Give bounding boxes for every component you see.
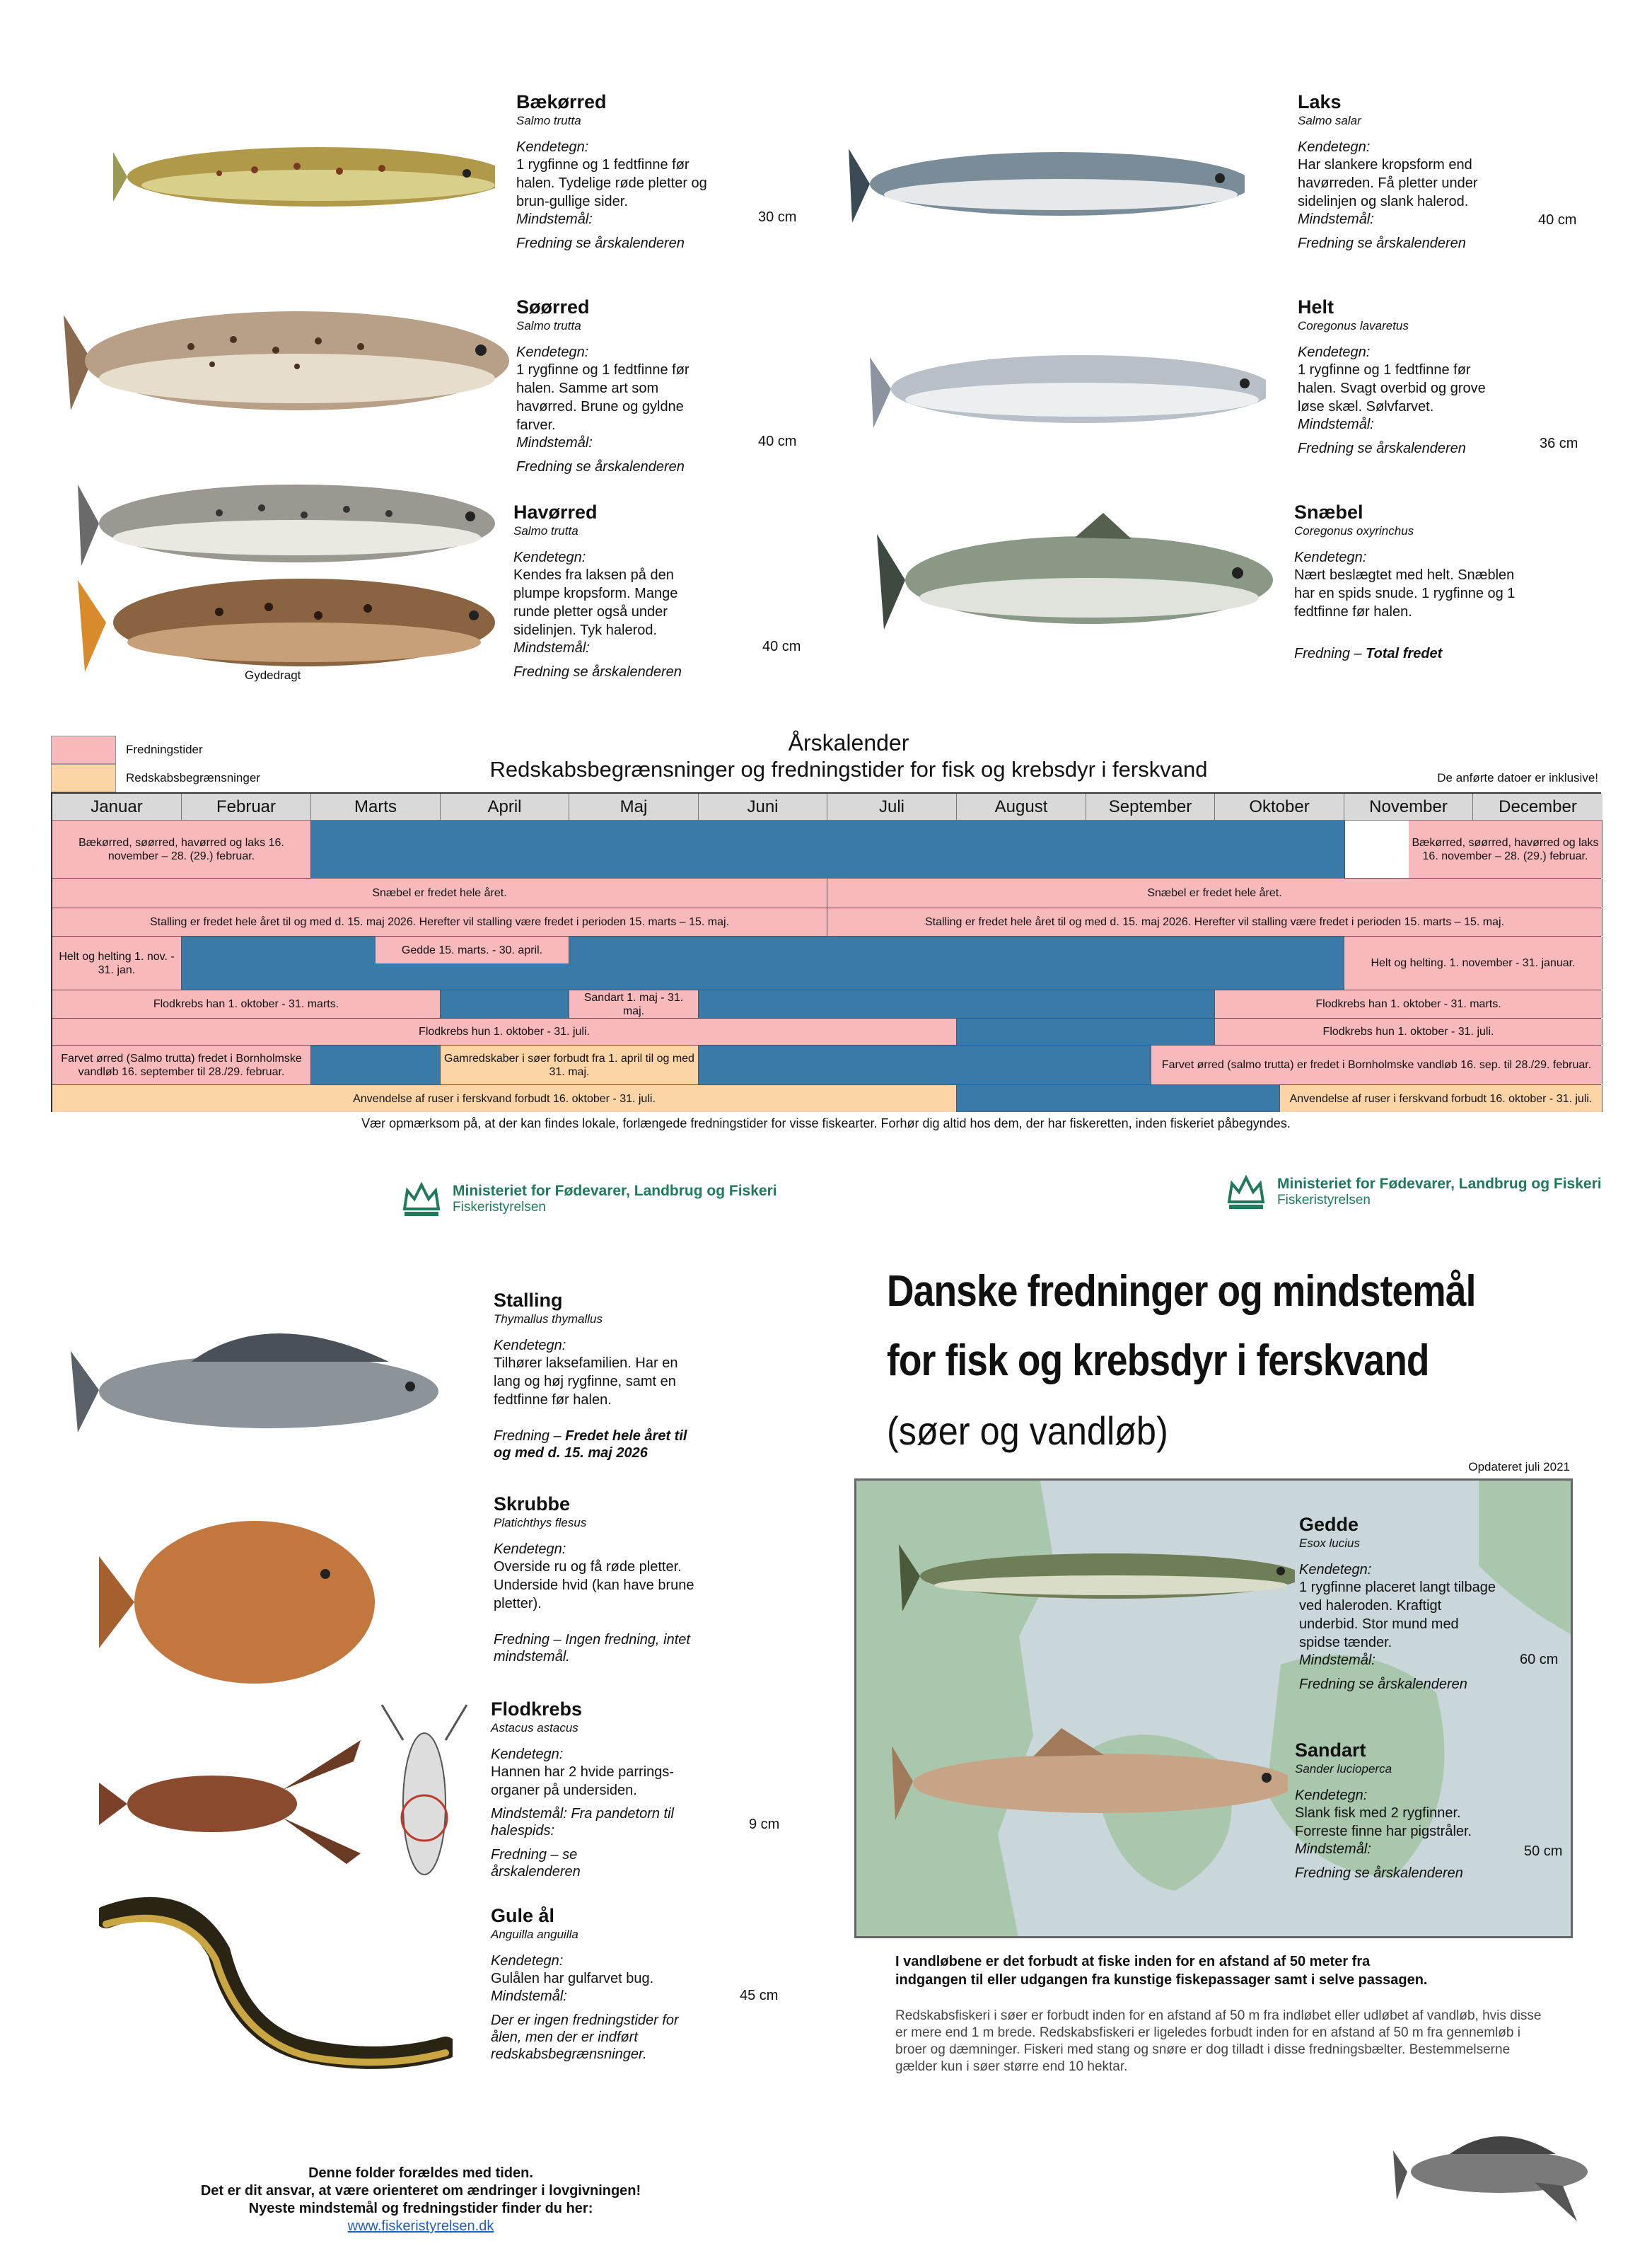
footer (149, 2165, 693, 2235)
species-name: Flodkrebs (491, 1698, 583, 1720)
species-desc: 1 rygfinne og 1 fedtfinne før halen. Svagt overbid og grove løse skæl. Sølvfarvet. (1298, 362, 1486, 415)
species-flodkrebs (491, 1698, 788, 1880)
cal-cell (957, 1019, 1215, 1045)
month-feb: Februar (182, 794, 311, 821)
month-jun: Juni (699, 794, 827, 821)
min-size: 50 cm (1524, 1843, 1563, 1859)
min-size: 60 cm (1520, 1652, 1559, 1667)
crown-icon (400, 1178, 443, 1220)
snaebel-image (877, 509, 1273, 651)
cal-cell: Snæbel er fredet hele året. (52, 879, 827, 908)
species-name: Helt (1298, 296, 1334, 318)
fredning-text: Fredning se årskalenderen (1298, 441, 1466, 456)
species-desc: Nært beslægtet med helt. Snæblen har en spids snude. 1 rygfinne og 1 fedtfinne før halen. (1294, 567, 1516, 620)
month-dec: December (1473, 794, 1602, 821)
cal-cell: Helt og helting. 1. november - 31. januar. (1344, 937, 1602, 990)
month-sep: September (1086, 794, 1215, 821)
min-size: 40 cm (758, 434, 797, 449)
species-name: Skrubbe (494, 1493, 571, 1515)
cal-cell: Sandart 1. maj - 31. maj. (569, 990, 699, 1018)
species-latin: Salmo salar (1298, 114, 1361, 127)
cal-cell (441, 990, 569, 1018)
species-stalling (494, 1289, 791, 1461)
fredning-text: Fredning – Fredet hele året til og med d. 15. maj 2026 (494, 1428, 687, 1461)
fredning-text: Fredning – Total fredet (1294, 646, 1443, 661)
month-apr: April (441, 794, 569, 821)
cal-cell: Flodkrebs han 1. oktober - 31. marts. (52, 990, 441, 1018)
species-soorred (516, 296, 806, 475)
cal-row-stalling (52, 908, 1600, 937)
kendetegn-label: Kendetegn: (513, 550, 586, 565)
soorred-image (64, 290, 509, 432)
kendetegn-label: Kendetegn: (491, 1747, 564, 1762)
fredning-text: Fredning se årskalenderen (513, 664, 682, 680)
species-name: Sandart (1295, 1739, 1366, 1761)
min-size: 40 cm (1538, 212, 1577, 228)
cal-cell (699, 1046, 1151, 1084)
legend-redskab-label: Redskabsbegrænsninger (126, 771, 260, 784)
species-name: Gule ål (491, 1905, 555, 1926)
havorred-gydedragt-image (78, 559, 495, 686)
mindstemaal-label: Mindstemål: (513, 640, 590, 656)
fredning-text: Fredning se årskalenderen (1295, 1865, 1463, 1881)
species-sandart (1295, 1739, 1564, 1882)
min-size: 36 cm (1540, 436, 1578, 451)
ministry-name: Ministeriet for Fødevarer, Landbrug og Fiskeri (1277, 1176, 1602, 1192)
stalling-sketch-image (1393, 2115, 1598, 2228)
cal-cell (311, 850, 1345, 879)
gedde-image (899, 1530, 1295, 1622)
cover-title-line1: Danske fredninger og mindstemål (887, 1267, 1476, 1316)
species-name: Snæbel (1294, 502, 1363, 523)
month-nov: November (1344, 794, 1473, 821)
species-name: Søørred (516, 296, 590, 318)
species-desc: Hannen har 2 hvide parrings-organer på undersiden. (491, 1764, 675, 1798)
cal-cell: Flodkrebs hun 1. oktober - 31. juli. (1215, 1019, 1602, 1045)
species-latin: Salmo trutta (516, 114, 581, 127)
kendetegn-label: Kendetegn: (516, 345, 589, 360)
cal-cell: Helt og helting 1. nov. - 31. jan. (52, 937, 182, 990)
kendetegn-label: Kendetegn: (1298, 139, 1371, 155)
gydedragt-caption: Gydedragt (245, 668, 301, 682)
month-aug: August (957, 794, 1086, 821)
rule-redskabsfiskeri: Redskabsfiskeri i søer er forbudt inden for en afstand af 50 m fra indløbet eller udløbet af vandløb, hvis disse er mere end 1 m brede. Redskabsfiskeri er ligeledes forbudt inden for en afstand af 50 m fra gennemløb i broer og dæmninger. Fiskeri med stang og snøre er dog tilladt i disse fredningsbælter. Bestemmelserne gælder kun i søer større end 10 hektar. (895, 2008, 1542, 2074)
species-desc: Overside ru og få røde pletter. Underside hvid (kan have brune pletter). (494, 1559, 694, 1611)
cal-cell (699, 990, 1215, 1018)
map-panel (854, 1478, 1573, 1938)
mindstemaal-label: Mindstemål: Fra pandetorn til halespids: (491, 1806, 675, 1839)
sandart-image (892, 1721, 1288, 1841)
flodkrebs-image (99, 1712, 368, 1882)
rule-fiskepassager: I vandløbene er det forbudt at fiske inden for en afstand af 50 meter fra indgangen til eller udgangen fra kunstige fiskepassager samt i selve passagen. (895, 1954, 1428, 1988)
species-havorred (513, 501, 810, 681)
cal-cell (311, 821, 1345, 850)
species-gule-al (491, 1904, 788, 2063)
skrubbe-image (99, 1507, 382, 1698)
baekorred-image (113, 134, 495, 219)
cal-cell: Snæbel er fredet hele året. (827, 879, 1602, 908)
fredning-text: Fredning se årskalenderen (516, 459, 685, 475)
cal-cell: Bækørred, søørred, havørred og laks 16. november – 28. (29.) februar. (52, 821, 311, 878)
min-size: 30 cm (758, 209, 797, 225)
calendar-footnote: Vær opmærksom på, at der kan findes lokale, forlængede fredningstider for visse fiskearter. Forhør dig altid hos dem, der har fiskeretten, inden fiskeriet påbegyndes. (361, 1116, 1291, 1130)
kendetegn-label: Kendetegn: (491, 1953, 564, 1969)
gule-al-image (99, 1896, 453, 2087)
species-desc: 1 rygfinne placeret langt tilbage ved haleroden. Kraftigt underbid. Stor mund med spidse tænder. (1299, 1580, 1496, 1650)
cal-cell: Bækørred, søørred, havørred og laks 16. november – 28. (29.) februar. (1409, 821, 1602, 878)
fredning-text: Fredning se årskalenderen (1299, 1677, 1467, 1692)
mindstemaal-label: Mindstemål: (1295, 1841, 1371, 1857)
cal-cell (957, 1085, 1280, 1112)
species-name: Gedde (1299, 1514, 1359, 1535)
cal-cell: Farvet ørred (salmo trutta) er fredet i Bornholmske vandløb 16. sep. til 28./29. februar. (1151, 1046, 1602, 1084)
legend-fredning-swatch (51, 736, 116, 764)
species-snaebel (1294, 501, 1591, 662)
fredning-text: Der er ingen fredningstider for ålen, men der er indført redskabsbegrænsninger. (491, 2013, 679, 2062)
species-helt (1298, 296, 1595, 457)
kendetegn-label: Kendetegn: (516, 139, 589, 155)
fredning-text: Fredning – Ingen fredning, intet mindstemål. (494, 1632, 690, 1664)
species-name: Bækørred (516, 91, 607, 112)
cal-cell: Flodkrebs han 1. oktober - 31. marts. (1215, 990, 1602, 1018)
species-desc: 1 rygfinne og 1 fedtfinne før halen. Tydelige røde pletter og brun-gullige sider. (516, 157, 707, 209)
species-latin: Sander lucioperca (1295, 1762, 1392, 1776)
fredning-text: Fredning se årskalenderen (1298, 236, 1466, 251)
footer-line-1: Denne folder forældes med tiden. (308, 2165, 533, 2181)
agency-name: Fiskeristyrelsen (1277, 1193, 1371, 1208)
species-desc: Slank fisk med 2 rygfinner. Forreste finne har pigstråler. (1295, 1805, 1472, 1839)
species-gedde (1299, 1513, 1568, 1693)
cal-cell (182, 937, 1344, 990)
species-desc: Har slankere kropsform end havørreden. Få pletter under sidelinjen og slank halerod. (1298, 157, 1478, 209)
mindstemaal-label: Mindstemål: (516, 435, 593, 451)
cal-row-ruser (52, 1085, 1600, 1112)
cal-cell: Farvet ørred (Salmo trutta) fredet i Bornholmske vandløb 16. september til 28./29. februar. (52, 1046, 311, 1084)
mindstemaal-label: Mindstemål: (491, 1988, 567, 2004)
ministry-name: Ministeriet for Fødevarer, Landbrug og Fiskeri (453, 1183, 777, 1199)
species-name: Stalling (494, 1290, 563, 1311)
species-desc: Kendes fra laksen på den plumpe kropsform. Mange runde pletter også under sidelinjen. Tyk halerod. (513, 567, 678, 638)
min-size: 45 cm (740, 1988, 779, 2003)
helt-image (870, 340, 1266, 439)
cal-row-flodkrebs-hun (52, 1019, 1600, 1046)
species-laks (1298, 91, 1595, 252)
kendetegn-label: Kendetegn: (1298, 345, 1371, 360)
kendetegn-label: Kendetegn: (494, 1541, 566, 1557)
species-baekorred (516, 91, 806, 252)
stalling-image (71, 1312, 438, 1454)
cal-row-farvet-orred (52, 1046, 1600, 1085)
species-desc: 1 rygfinne og 1 fedtfinne før halen. Samme art som havørred. Brune og gyldne farver. (516, 362, 690, 433)
species-desc: Gulålen har gulfarvet bug. (491, 1971, 654, 1986)
cal-cell: Stalling er fredet hele året til og med d. 15. maj 2026. Herefter vil stalling være fredet i perioden 15. marts – 15. maj. (827, 908, 1602, 936)
fredning-text: Fredning se årskalenderen (516, 236, 685, 251)
cal-cell: Flodkrebs hun 1. oktober - 31. juli. (52, 1019, 957, 1045)
legend-redskab-swatch (51, 764, 116, 792)
fredning-text: Fredning – se årskalenderen (491, 1847, 581, 1880)
laks-image (849, 134, 1245, 233)
month-mar: Marts (311, 794, 441, 821)
month-jul: Juli (827, 794, 957, 821)
cal-row-orred (52, 821, 1600, 879)
cal-cell: Stalling er fredet hele året til og med d. 15. maj 2026. Herefter vil stalling være fredet i perioden 15. marts – 15. maj. (52, 908, 827, 936)
species-latin: Esox lucius (1299, 1536, 1360, 1550)
min-size: 40 cm (762, 639, 801, 654)
ministry-logo-right (1225, 1171, 1602, 1213)
month-jan: Januar (52, 794, 182, 821)
mindstemaal-label: Mindstemål: (1298, 417, 1374, 432)
month-maj: Maj (569, 794, 699, 821)
cal-row-helt-gedde (52, 937, 1600, 990)
kendetegn-label: Kendetegn: (494, 1338, 566, 1353)
aarskalender (51, 792, 1601, 1112)
species-latin: Salmo trutta (516, 319, 581, 332)
kendetegn-label: Kendetegn: (1299, 1562, 1372, 1577)
kendetegn-label: Kendetegn: (1294, 550, 1367, 565)
species-skrubbe (494, 1493, 791, 1665)
min-size: 9 cm (749, 1817, 780, 1832)
cal-cell: Anvendelse af ruser i ferskvand forbudt 16. oktober - 31. juli. (1280, 1085, 1602, 1112)
month-okt: Oktober (1215, 794, 1344, 821)
updated-date: Opdateret juli 2021 (1468, 1460, 1570, 1474)
species-latin: Astacus astacus (491, 1721, 578, 1735)
species-latin: Salmo trutta (513, 524, 578, 538)
calendar-note: De anførte datoer er inklusive! (1437, 771, 1598, 784)
flodkrebs-underside-diagram (375, 1698, 474, 1896)
cal-cell: Gedde 15. marts. - 30. april. (376, 937, 569, 963)
species-desc: Tilhører laksefamilien. Har en lang og høj rygfinne, samt en fedtfinne før halen. (494, 1355, 678, 1408)
cal-cell: Gamredskaber i søer forbudt fra 1. april til og med 31. maj. (441, 1046, 699, 1084)
website-link[interactable]: www.fiskeristyrelsen.dk (347, 2218, 494, 2234)
species-name: Havørred (513, 502, 598, 523)
cal-cell: Anvendelse af ruser i ferskvand forbudt 16. oktober - 31. juli. (52, 1085, 957, 1112)
kendetegn-label: Kendetegn: (1295, 1788, 1368, 1803)
cover-subtitle: (søer og vandløb) (887, 1408, 1168, 1453)
mindstemaal-label: Mindstemål: (1299, 1652, 1375, 1668)
species-latin: Anguilla anguilla (491, 1928, 578, 1941)
legend-fredning-label: Fredningstider (126, 743, 203, 756)
footer-line-2: Det er dit ansvar, at være orienteret om ændringer i lovgivningen! (200, 2183, 641, 2199)
crown-icon (1225, 1171, 1267, 1213)
calendar-subtitle: Redskabsbegrænsninger og fredningstider for fisk og krebsdyr i ferskvand (489, 757, 1208, 782)
agency-name: Fiskeristyrelsen (453, 1200, 546, 1215)
species-latin: Coregonus oxyrinchus (1294, 524, 1414, 538)
cal-row-flodkrebs-han (52, 990, 1600, 1019)
mindstemaal-label: Mindstemål: (1298, 212, 1374, 227)
footer-line-3: Nyeste mindstemål og fredningstider finder du her: (248, 2201, 593, 2216)
ministry-logo-left (400, 1178, 777, 1220)
species-latin: Coregonus lavaretus (1298, 319, 1409, 332)
species-name: Laks (1298, 91, 1342, 112)
cal-row-snaebel (52, 879, 1600, 908)
cal-cell (311, 1046, 441, 1084)
species-latin: Platichthys flesus (494, 1516, 587, 1529)
calendar-title: Årskalender (788, 730, 909, 755)
cover-title-line2: for fisk og krebsdyr i ferskvand (887, 1336, 1429, 1385)
mindstemaal-label: Mindstemål: (516, 212, 593, 227)
species-latin: Thymallus thymallus (494, 1312, 603, 1326)
